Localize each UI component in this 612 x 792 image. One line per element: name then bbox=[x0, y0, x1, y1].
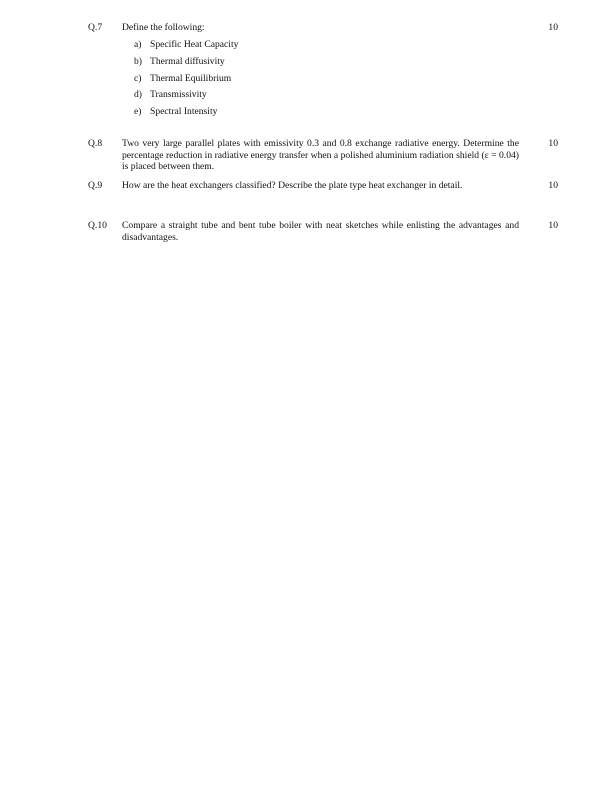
question-marks: 10 bbox=[548, 220, 558, 231]
question-text: Define the following: bbox=[122, 22, 205, 33]
list-item-letter: c) bbox=[134, 72, 142, 84]
list-item-letter: e) bbox=[134, 106, 142, 118]
list-item-text: Transmissivity bbox=[150, 89, 207, 101]
list-item-letter: a) bbox=[134, 39, 142, 50]
question-marks: 10 bbox=[548, 22, 558, 33]
list-item-letter: d) bbox=[134, 89, 142, 101]
question-marks: 10 bbox=[548, 180, 558, 191]
list-item bbox=[134, 89, 238, 106]
question-number: Q.9 bbox=[88, 180, 103, 191]
list-item-text: Thermal diffusivity bbox=[150, 55, 225, 67]
list-item-text: Thermal Equilibrium bbox=[150, 72, 232, 84]
question-marks: 10 bbox=[548, 138, 558, 149]
question-text: Compare a straight tube and bent tube boiler with neat sketches while enlisting the advantages and disadvantages. bbox=[122, 220, 519, 243]
definition-list bbox=[134, 39, 238, 123]
list-item-text: Specific Heat Capacity bbox=[150, 39, 239, 50]
list-item bbox=[134, 106, 238, 123]
question-number: Q.7 bbox=[88, 22, 103, 33]
question-text: Two very large parallel plates with emissivity 0.3 and 0.8 exchange radiative energy. Determine the percentage reduction in radiative energy transfer when a polished aluminium radiation shield (ε = 0.04) is placed between them. bbox=[122, 138, 519, 173]
question-number: Q.10 bbox=[88, 220, 107, 231]
question-text: How are the heat exchangers classified? Describe the plate type heat exchanger in detail. bbox=[122, 180, 463, 191]
list-item-text: Spectral Intensity bbox=[150, 106, 218, 118]
list-item-letter: b) bbox=[134, 55, 142, 67]
question-number: Q.8 bbox=[88, 138, 103, 149]
list-item bbox=[134, 39, 238, 56]
list-item bbox=[134, 56, 238, 73]
list-item bbox=[134, 73, 238, 90]
